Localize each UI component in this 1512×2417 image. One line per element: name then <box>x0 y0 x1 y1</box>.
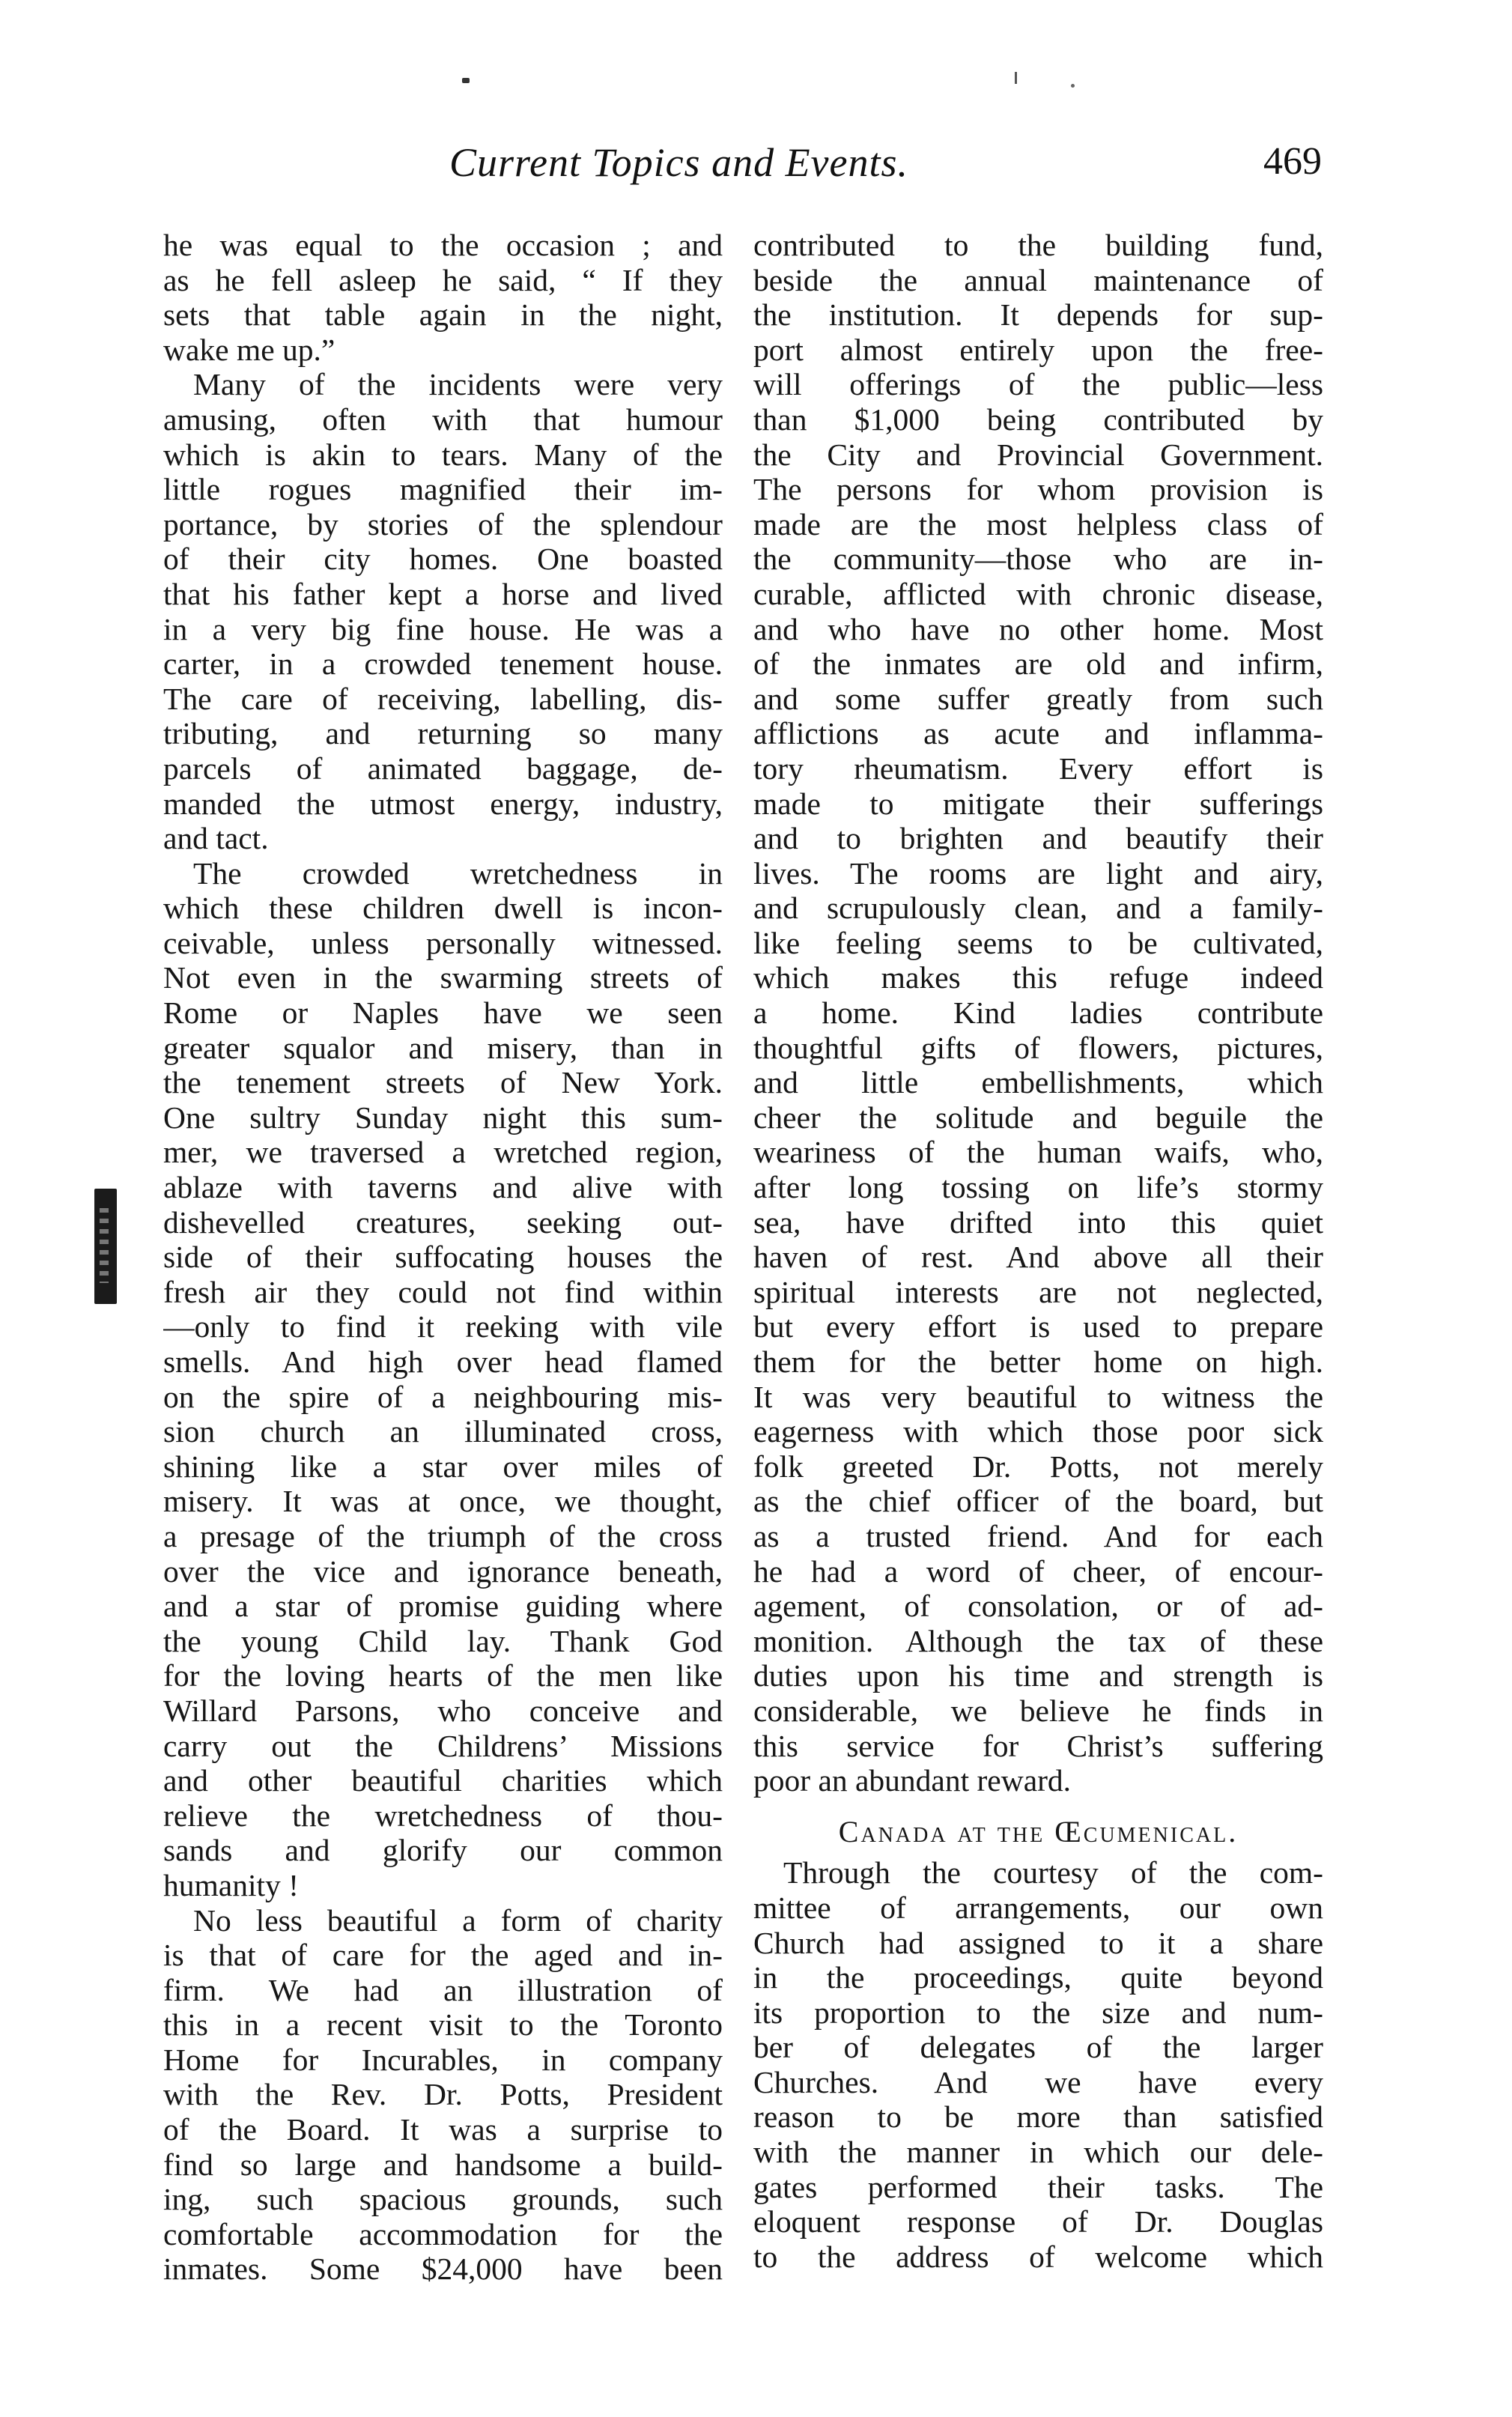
text-line: Rome or Naples have we seen <box>163 995 723 1031</box>
text-line: relieve the wretchedness of thou- <box>163 1798 723 1833</box>
text-line: the young Child lay. Thank God <box>163 1623 723 1658</box>
text-line: and a star of promise guiding where <box>163 1589 723 1624</box>
text-line: which is akin to tears. Many of the <box>163 437 723 472</box>
text-line: which these children dwell is incon- <box>163 891 723 926</box>
text-line: and who have no other home. Most <box>753 611 1323 646</box>
text-line: gates performed their tasks. The <box>753 2169 1323 2204</box>
text-line: dishevelled creatures, seeking out- <box>163 1204 723 1240</box>
text-line: weariness of the human waifs, who, <box>753 1135 1323 1170</box>
text-line: with the Rev. Dr. Potts, President <box>163 2077 723 2112</box>
text-line: The care of receiving, labelling, dis- <box>163 681 723 716</box>
text-line: firm. We had an illustration of <box>163 1972 723 2007</box>
text-line: he was equal to the occasion ; and <box>163 228 723 262</box>
text-line: and little embellishments, which <box>753 1065 1323 1100</box>
text-line: contributed to the building fund, <box>753 228 1323 262</box>
text-line: this service for Christ’s suffering <box>753 1728 1323 1763</box>
text-line: Many of the incidents were very <box>193 367 723 402</box>
text-line: made are the most helpless class of <box>753 506 1323 542</box>
text-line: port almost entirely upon the free- <box>753 332 1323 367</box>
text-line: mittee of arrangements, our own <box>753 1890 1323 1925</box>
text-line: find so large and handsome a build- <box>163 2147 723 2182</box>
text-line: manded the utmost energy, industry, <box>163 786 723 821</box>
text-line: that his father kept a horse and lived <box>163 576 723 611</box>
text-line: agement, of consolation, or of ad- <box>753 1589 1323 1624</box>
text-line: like feeling seems to be cultivated, <box>753 925 1323 960</box>
text-line: a presage of the triumph of the cross <box>163 1518 723 1553</box>
text-line: ing, such spacious grounds, such <box>163 2182 723 2217</box>
text-line: is that of care for the aged and in- <box>163 1938 723 1973</box>
text-line: with the manner in which our dele- <box>753 2135 1323 2170</box>
text-line: the City and Provincial Government. <box>753 437 1323 472</box>
running-title: Current Topics and Events. <box>449 140 909 185</box>
text-line: side of their suffocating houses the <box>163 1240 723 1275</box>
left-column <box>163 228 723 2287</box>
text-line: little rogues magnified their im- <box>163 472 723 507</box>
text-line: sets that table again in the night, <box>163 297 723 333</box>
text-line: greater squalor and misery, than in <box>163 1030 723 1065</box>
text-line: and scrupulously clean, and a family- <box>753 891 1323 926</box>
print-speck <box>1071 84 1075 88</box>
text-line: spiritual interests are not neglected, <box>753 1274 1323 1309</box>
text-line: them for the better home on high. <box>753 1344 1323 1379</box>
text-line: of their city homes. One boasted <box>163 542 723 577</box>
text-line: Church had assigned to it a share <box>753 1925 1323 1960</box>
page-header <box>449 139 1322 192</box>
text-line: Willard Parsons, who conceive and <box>163 1693 723 1728</box>
text-line: eloquent response of Dr. Douglas <box>753 2204 1323 2239</box>
text-line: over the vice and ignorance beneath, <box>163 1553 723 1589</box>
text-line: reason to be more than satisfied <box>753 2099 1323 2135</box>
text-line: wake me up.” <box>163 332 336 367</box>
text-line: —only to find it reeking with vile <box>163 1309 723 1344</box>
text-line: eagerness with which those poor sick <box>753 1414 1323 1449</box>
text-line: haven of rest. And above all their <box>753 1240 1323 1275</box>
text-line: which makes this refuge indeed <box>753 960 1323 995</box>
text-line: its proportion to the size and num- <box>753 1995 1323 2030</box>
text-line: sion church an illuminated cross, <box>163 1414 723 1449</box>
text-line: carry out the Childrens’ Missions <box>163 1728 723 1763</box>
text-line: comfortable accommodation for the <box>163 2216 723 2251</box>
text-line: to the address of welcome which <box>753 2239 1323 2274</box>
text-line: thoughtful gifts of flowers, pictures, <box>753 1030 1323 1065</box>
print-speck <box>462 78 470 83</box>
text-line: Churches. And we have every <box>753 2064 1323 2099</box>
binding-tab-mark <box>94 1189 117 1304</box>
text-line: mer, we traversed a wretched region, <box>163 1135 723 1170</box>
text-line: and to brighten and beautify their <box>753 821 1323 856</box>
text-line: ceivable, unless personally witnessed. <box>163 925 723 960</box>
text-line: in a very big fine house. He was a <box>163 611 723 646</box>
text-line: monition. Although the tax of these <box>753 1623 1323 1658</box>
text-line: than $1,000 being contributed by <box>753 401 1323 437</box>
text-line: The crowded wretchedness in <box>193 855 723 891</box>
text-line: as the chief officer of the board, but <box>753 1484 1323 1519</box>
text-line: on the spire of a neighbouring mis- <box>163 1379 723 1414</box>
text-line: folk greeted Dr. Potts, not merely <box>753 1449 1323 1484</box>
text-line: curable, afflicted with chronic disease, <box>753 576 1323 611</box>
text-line: and some suffer greatly from such <box>753 681 1323 716</box>
text-line: beside the annual maintenance of <box>753 262 1323 297</box>
text-line: made to mitigate their sufferings <box>753 786 1323 821</box>
text-line: portance, by stories of the splendour <box>163 506 723 542</box>
text-line: amusing, often with that humour <box>163 401 723 437</box>
text-line: ablaze with taverns and alive with <box>163 1170 723 1205</box>
text-line: after long tossing on life’s stormy <box>753 1170 1323 1205</box>
text-line: considerable, we believe he finds in <box>753 1693 1323 1728</box>
text-line: as a trusted friend. And for each <box>753 1518 1323 1553</box>
text-line: The persons for whom provision is <box>753 472 1323 507</box>
text-line: and other beautiful charities which <box>163 1763 723 1798</box>
text-line: It was very beautiful to witness the <box>753 1379 1323 1414</box>
print-speck <box>1015 72 1017 84</box>
text-line: this in a recent visit to the Toronto <box>163 2007 723 2043</box>
text-line: humanity ! <box>163 1867 299 1902</box>
text-line: but every effort is used to prepare <box>753 1309 1323 1344</box>
section-heading: Canada at the Œcumenical. <box>838 1814 1239 1849</box>
text-line: Through the courtesy of the com- <box>783 1855 1323 1890</box>
text-line: the tenement streets of New York. <box>163 1065 723 1100</box>
text-line: misery. It was at once, we thought, <box>163 1484 723 1519</box>
text-line: parcels of animated baggage, de- <box>163 750 723 786</box>
text-line: a home. Kind ladies contribute <box>753 995 1323 1031</box>
page-number: 469 <box>1263 140 1322 183</box>
text-line: inmates. Some $24,000 have been <box>163 2251 723 2287</box>
text-line: One sultry Sunday night this sum- <box>163 1100 723 1135</box>
text-line: smells. And high over head flamed <box>163 1344 723 1379</box>
text-line: for the loving hearts of the men like <box>163 1658 723 1693</box>
text-line: Home for Incurables, in company <box>163 2042 723 2077</box>
text-line: will offerings of the public—less <box>753 367 1323 402</box>
text-line: ber of delegates of the larger <box>753 2030 1323 2065</box>
text-line: fresh air they could not find within <box>163 1274 723 1309</box>
text-line: sands and glorify our common <box>163 1833 723 1868</box>
text-line: he had a word of cheer, of encour- <box>753 1553 1323 1589</box>
text-line: poor an abundant reward. <box>753 1763 1072 1798</box>
text-line: and tact. <box>163 821 269 856</box>
text-line: No less beautiful a form of charity <box>193 1902 723 1938</box>
text-line: tributing, and returning so many <box>163 716 723 751</box>
text-line: tory rheumatism. Every effort is <box>753 750 1323 786</box>
text-line: in the proceedings, quite beyond <box>753 1960 1323 1995</box>
text-line: carter, in a crowded tenement house. <box>163 646 723 682</box>
text-line: cheer the solitude and beguile the <box>753 1100 1323 1135</box>
text-line: lives. The rooms are light and airy, <box>753 855 1323 891</box>
text-line: the institution. It depends for sup- <box>753 297 1323 333</box>
text-line: as he fell asleep he said, “ If they <box>163 262 723 297</box>
text-line: of the Board. It was a surprise to <box>163 2112 723 2147</box>
text-line: shining like a star over miles of <box>163 1449 723 1484</box>
right-column <box>753 228 1323 2274</box>
text-line: sea, have drifted into this quiet <box>753 1204 1323 1240</box>
text-line: of the inmates are old and infirm, <box>753 646 1323 682</box>
text-line: Not even in the swarming streets of <box>163 960 723 995</box>
text-line: duties upon his time and strength is <box>753 1658 1323 1693</box>
text-line: the community—those who are in- <box>753 542 1323 577</box>
text-line: afflictions as acute and inflamma- <box>753 716 1323 751</box>
